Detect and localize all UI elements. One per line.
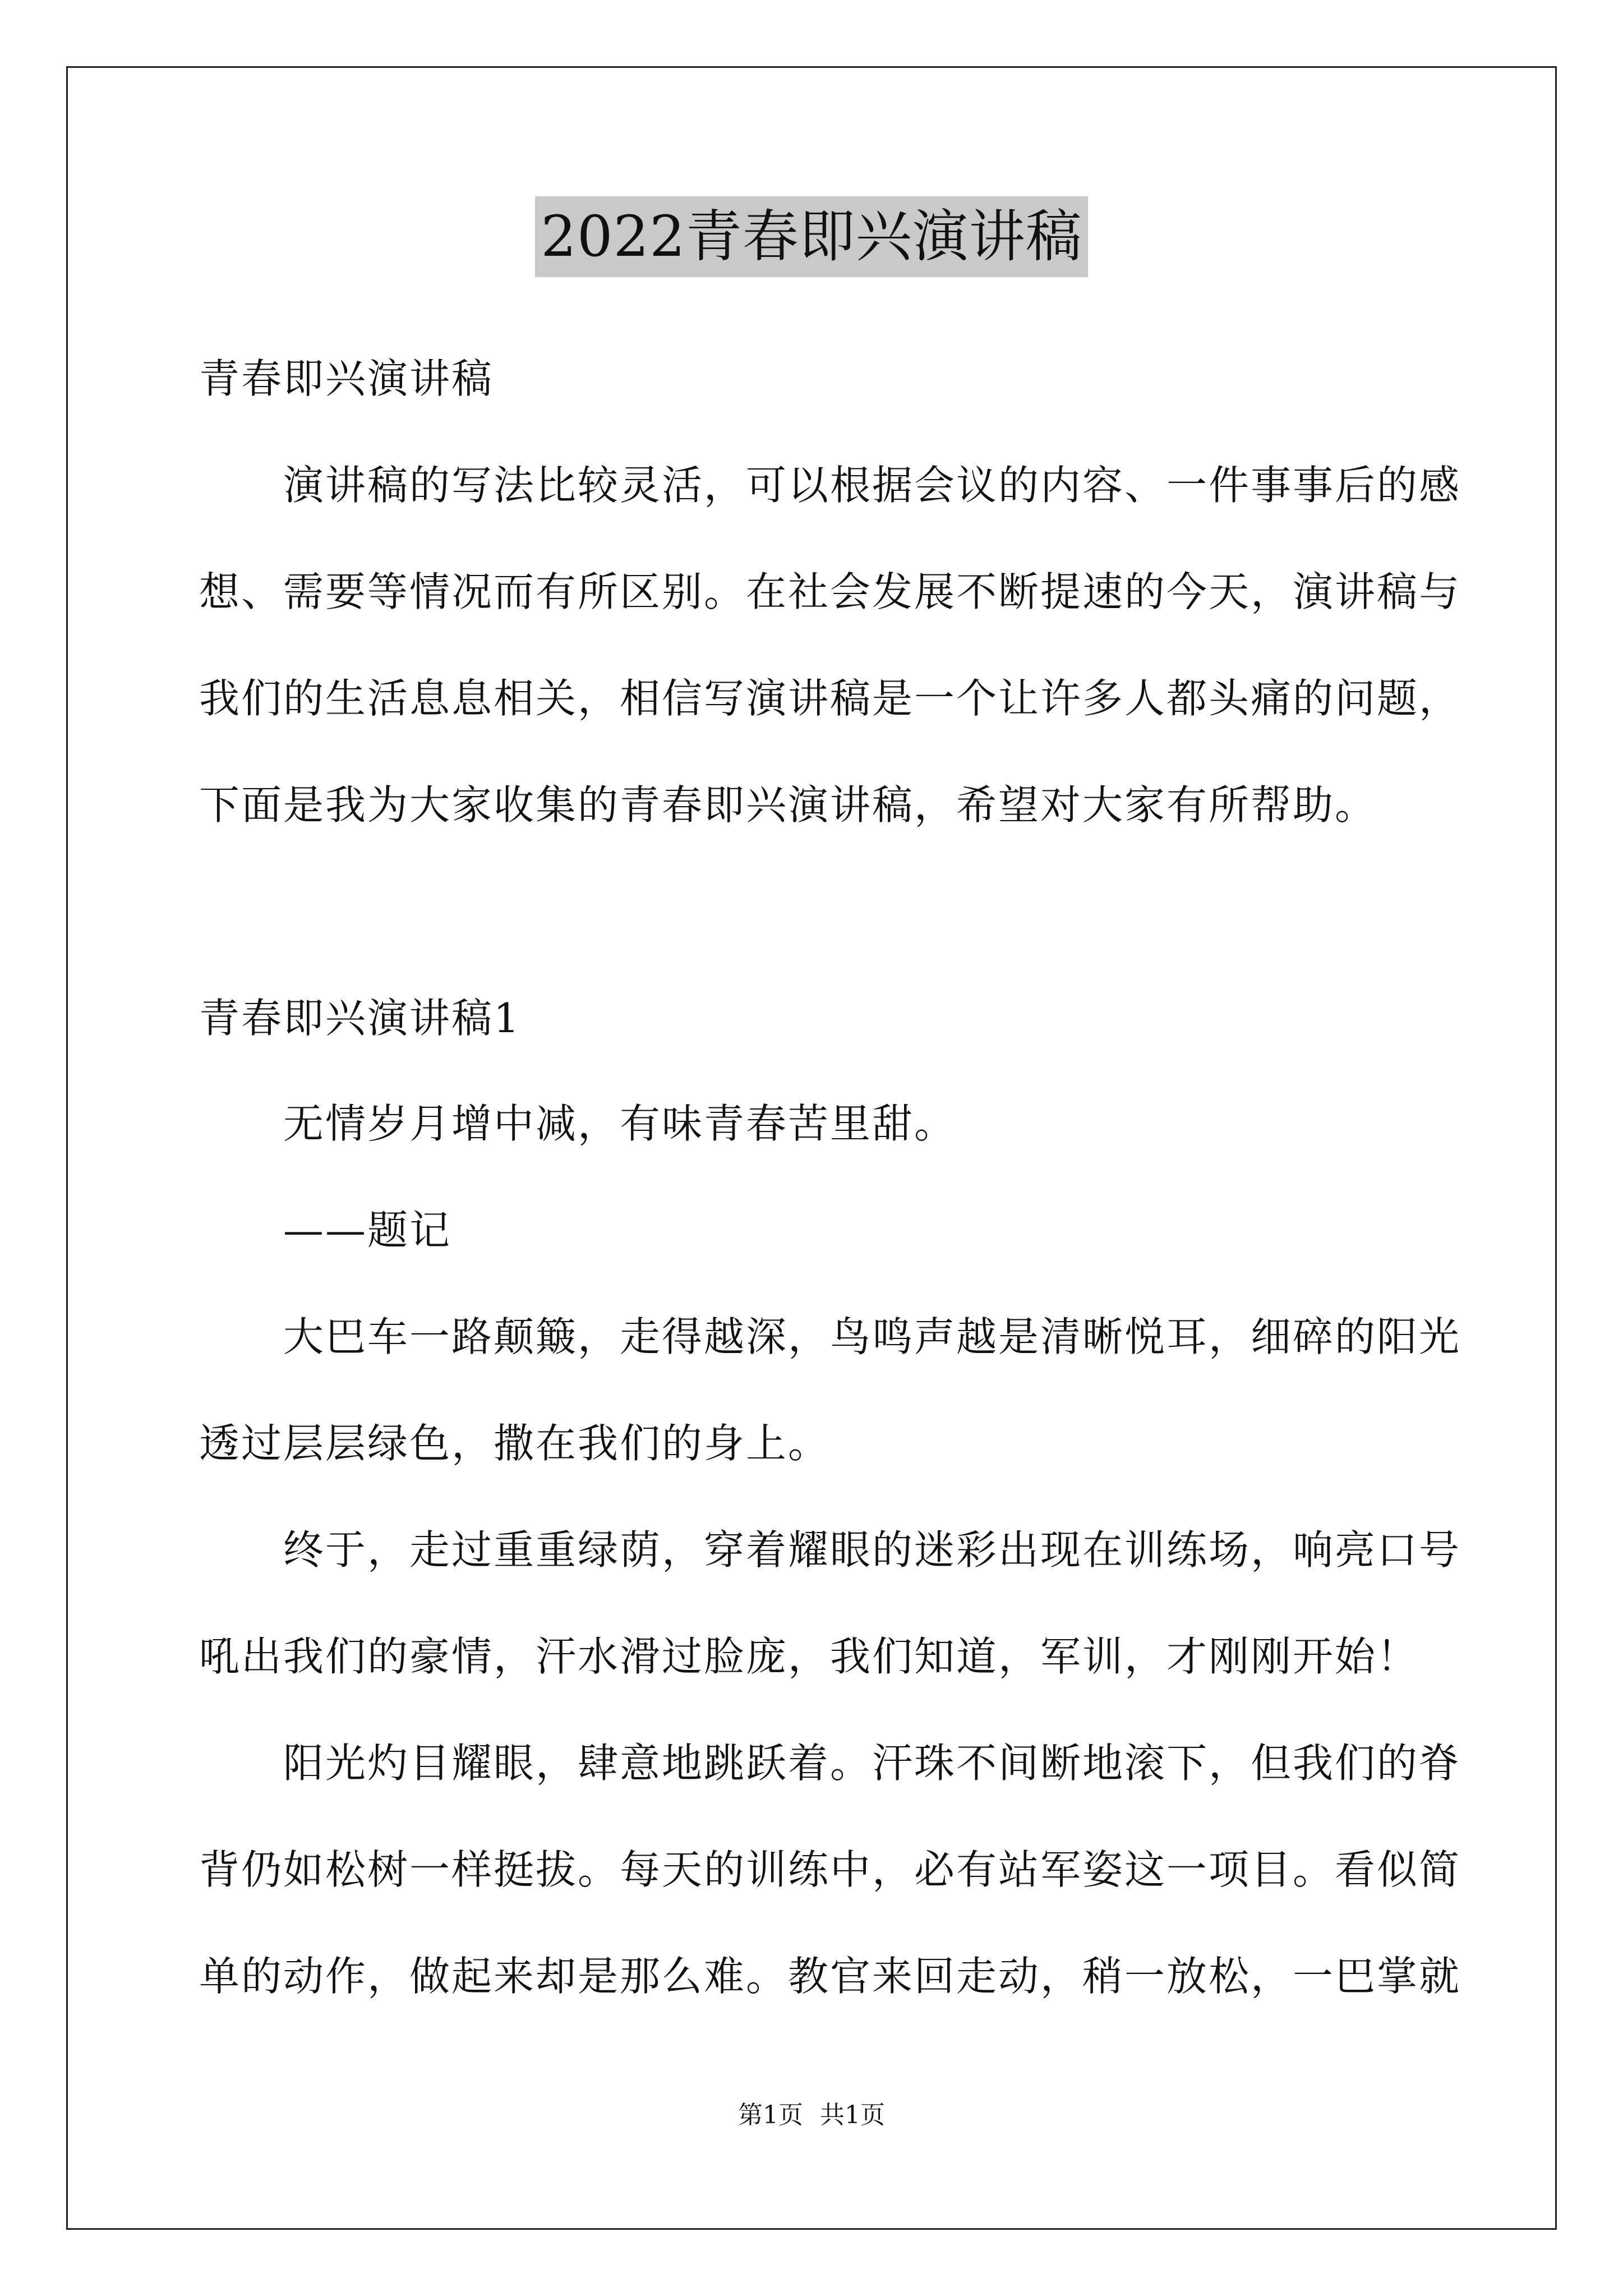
intro-line: 我们的生活息息相关，相信写演讲稿是一个让许多人都头痛的问题， <box>199 675 1461 722</box>
subtitle: 青春即兴演讲稿 <box>199 355 494 402</box>
paragraph-line: 阳光灼目耀眼，肆意地跳跃着。汗珠不间断地滚下，但我们的脊 <box>283 1740 1461 1787</box>
paragraph-line: 透过层层绿色，撒在我们的身上。 <box>199 1420 831 1467</box>
intro-line: 下面是我为大家收集的青春即兴演讲稿，希望对大家有所帮助。 <box>199 781 1377 829</box>
page-title: 2022青春即兴演讲稿 <box>535 196 1088 277</box>
paragraph-line: 终于，走过重重绿荫，穿着耀眼的迷彩出现在训练场，响亮口号 <box>283 1526 1461 1573</box>
page-total: 共1页 <box>820 2101 885 2129</box>
section-heading: 青春即兴演讲稿1 <box>199 995 521 1042</box>
page-number: 第1页 <box>738 2101 803 2129</box>
paragraph-line: 单的动作，做起来却是那么难。教官来回走动，稍一放松，一巴掌就 <box>199 1953 1461 2000</box>
paragraph-line: 吼出我们的豪情，汗水滑过脸庞，我们知道，军训，才刚刚开始！ <box>199 1633 1419 1680</box>
paragraph-line: 背仍如松树一样挺拔。每天的训练中，必有站军姿这一项目。看似简 <box>199 1846 1461 1893</box>
epigraph: 无情岁月增中减，有味青春苦里甜。 <box>283 1100 957 1147</box>
paragraph-line: 大巴车一路颠簸，走得越深，鸟鸣声越是清晰悦耳，细碎的阳光 <box>283 1313 1461 1360</box>
page-footer <box>0 2100 1623 2131</box>
title-block <box>0 196 1623 277</box>
intro-line: 演讲稿的写法比较灵活，可以根据会议的内容、一件事事后的感 <box>283 462 1461 509</box>
intro-line: 想、需要等情况而有所区别。在社会发展不断提速的今天，演讲稿与 <box>199 568 1461 615</box>
epigraph-note: ——题记 <box>283 1207 452 1254</box>
